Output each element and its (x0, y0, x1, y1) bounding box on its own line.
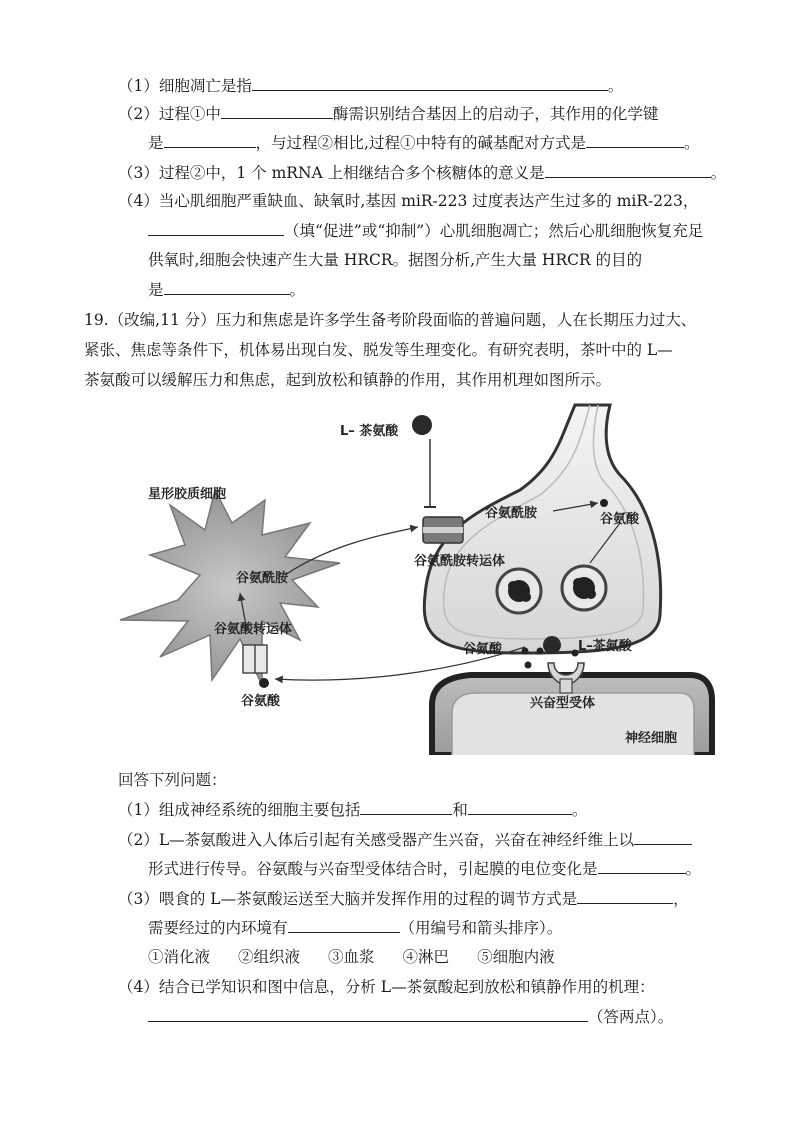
answer-blank[interactable] (148, 219, 284, 236)
q19-part3-line2: 需要经过的内环境有 （用编号和箭头排序）。 (148, 916, 562, 939)
answer-blank[interactable] (148, 1005, 588, 1022)
q19-part1: （1）组成神经系统的细胞主要包括 和 。 (118, 798, 587, 821)
l-theanine-molecule-icon (412, 415, 432, 435)
answer-blank[interactable] (586, 131, 684, 148)
answer-blank[interactable] (164, 278, 290, 295)
glutamate-transporter-icon (243, 645, 267, 673)
answer-blank[interactable] (252, 74, 608, 91)
q19-options (148, 946, 583, 968)
astrocyte-cell (120, 490, 340, 685)
answer-blank[interactable] (577, 887, 673, 904)
answer-blank[interactable] (598, 857, 686, 874)
label-l-theanine-top: L– 茶氨酸 (340, 424, 399, 439)
q19-intro-line1: 19.（改编,11 分）压力和焦虑是许多学生备考阶段面临的普遍问题，人在长期压力过大、 (84, 311, 697, 329)
glutamine-transporter-icon (423, 517, 463, 543)
q19-intro-line2: 紧张、焦虑等条件下，机体易出现白发、脱发等生理变化。有研究表明，茶叶中的 L— (84, 341, 673, 359)
answer-blank[interactable] (221, 102, 333, 119)
label-astrocyte: 星形胶质细胞 (148, 487, 227, 502)
option-2: ②组织液 (238, 948, 301, 966)
q18-part4-line3: 供氧时,细胞会快速产生大量 HRCR。据图分析,产生大量 HRCR 的目的 (148, 251, 643, 269)
q18-part4-line4: 是 。 (148, 278, 305, 301)
q19-part4-line2: （答两点）。 (148, 1005, 673, 1028)
label-glutamate-right: 谷氨酸 (600, 512, 640, 527)
q18-part4-line1: （4）当心肌细胞严重缺血、缺氧时,基因 miR-223 过度表达产生过多的 miR-223， (118, 192, 699, 210)
mechanism-figure (0, 395, 800, 755)
label-glutamine-transporter: 谷氨酰胺转运体 (414, 554, 506, 569)
label-glutamate-left: 谷氨酸 (241, 694, 281, 709)
answer-blank[interactable] (545, 161, 711, 178)
answer-blank[interactable] (360, 798, 452, 815)
label-neuron: 神经细胞 (625, 731, 678, 746)
option-4: ④淋巴 (402, 948, 450, 966)
q19-part2-line2: 形式进行传导。谷氨酸与兴奋型受体结合时，引起膜的电位变化是 。 (148, 857, 701, 880)
q19-part2-line1: （2）L—茶氨酸进入人体后引起有关感受器产生兴奋，兴奋在神经纤维上以 (118, 828, 692, 851)
label-excitatory-receptor: 兴奋型受体 (530, 696, 596, 711)
label-glutamine-astro: 谷氨酰胺 (236, 571, 289, 586)
q18-part3: （3）过程②中，1 个 mRNA 上相继结合多个核糖体的意义是 。 (118, 161, 726, 184)
option-3: ③血浆 (328, 948, 375, 966)
synaptic-vesicle-left (497, 569, 541, 613)
q18-part2-line1: （2）过程①中 酶需识别结合基因上的启动子，其作用的化学键 (118, 102, 658, 125)
label-glutamine-right: 谷氨酰胺 (485, 506, 538, 521)
q19-part3-line1: （3）喂食的 L—茶氨酸运送至大脑并发挥作用的过程的调节方式是 ， (118, 887, 689, 910)
q19-intro-line3: 茶氨酸可以缓解压力和焦虑，起到放松和镇静的作用，其作用机理如图所示。 (84, 371, 612, 389)
synaptic-vesicle-right (562, 566, 606, 610)
label-l-theanine-cleft: L–茶氨酸 (578, 639, 632, 654)
label-glutamate-transporter: 谷氨酸转运体 (214, 622, 293, 637)
q18-part4-line2: （填“促进”或“抑制”）心肌细胞凋亡；然后心肌细胞恢复充足 (148, 219, 703, 242)
q18-part2-line2: 是 ，与过程②相比,过程①中特有的碱基配对方式是 。 (148, 131, 699, 154)
answer-blank[interactable] (634, 828, 692, 845)
answer-blank[interactable] (468, 798, 572, 815)
q19-answer-prompt: 回答下列问题： (118, 771, 227, 789)
q19-part4-line1: （4）结合已学知识和图中信息，分析 L—茶氨酸起到放松和镇静作用的机理： (118, 978, 655, 996)
answer-blank[interactable] (164, 131, 256, 148)
q18-part1: （1）细胞凋亡是指 。 (118, 74, 623, 97)
answer-blank[interactable] (288, 916, 400, 933)
label-glutamate-cleft: 谷氨酸 (463, 642, 503, 657)
option-1: ①消化液 (148, 948, 211, 966)
option-5: ⑤细胞内液 (477, 948, 555, 966)
